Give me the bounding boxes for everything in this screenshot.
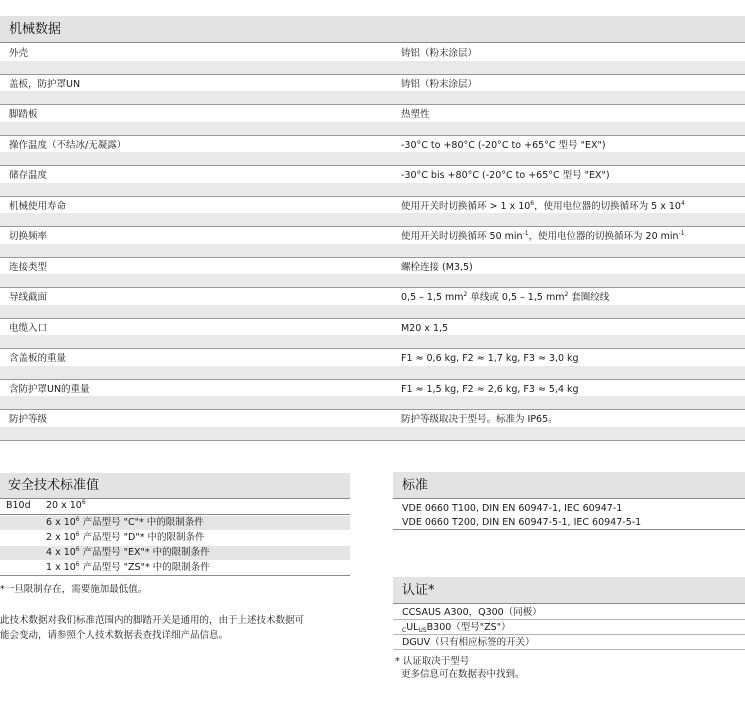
mechanical-row: [0, 227, 745, 258]
mechanical-row-value: -30°C bis +80°C (-20°C to +65°C 型号 "EX"): [401, 170, 610, 181]
b10d-row: [0, 499, 350, 515]
mechanical-row: [0, 75, 745, 106]
mechanical-row: [0, 410, 745, 441]
mechanical-row: [0, 319, 745, 350]
mechanical-row-label: 操作温度（不结冰/无凝露）: [9, 139, 127, 151]
mechanical-row-value: 螺栓连接 (M3,5): [401, 261, 473, 273]
mechanical-row-label: 切换频率: [9, 231, 48, 242]
disclaimer-line-2: 能会变动，请参照个人技术数据表查找详细产品信息。: [0, 630, 229, 641]
standard-row-2: VDE 0660 T200, DIN EN 60947-5-1, IEC 60947-5-1: [393, 516, 745, 530]
safety-restriction-row: 4 x $10^6$ 产品型号 "EX"* 中的限制条件: [0, 546, 350, 560]
b10d-label: B10d: [6, 500, 31, 511]
mechanical-row-label: 机械使用寿命: [9, 200, 67, 212]
cert-note-2: 更多信息可在数据表中找到。: [401, 669, 525, 680]
mechanical-row: [0, 380, 745, 411]
mechanical-row-value: 铸铝（粉末涂层）: [401, 78, 478, 90]
mechanical-data-title: 机械数据: [0, 16, 745, 43]
ul-mark: UL: [406, 622, 419, 633]
mechanical-data-table: [0, 44, 745, 441]
safety-footnote: *一旦限制存在，需要施加最低值。: [0, 584, 148, 595]
mechanical-row-value: 使用开关时切换循环 50 $\min^{-1}$，使用电位器的切换循环为 20 $\min^{-1}$: [401, 230, 685, 242]
row-shade: [0, 366, 745, 379]
mechanical-row: [0, 105, 745, 136]
row-shade: [0, 213, 745, 226]
cert-note-1: * 认证取决于型号: [395, 656, 470, 667]
mechanical-row-label: 脚踏板: [9, 109, 38, 120]
safety-restriction-row: 2 x $10^6$ 产品型号 "D"* 中的限制条件: [46, 531, 205, 543]
mechanical-row-value: 铸铝（粉末涂层）: [401, 48, 478, 59]
standards-title: 标准: [393, 472, 745, 499]
row-shade: [0, 122, 745, 135]
c-mark: C: [402, 627, 407, 634]
cert-row-ul: $_CUL_{US}B300$（型号"ZS"）: [393, 621, 745, 635]
mechanical-row-label: 储存温度: [9, 170, 48, 181]
row-shade: [0, 244, 745, 257]
mechanical-row: [0, 44, 745, 75]
safety-values-title: 安全技术标准值: [0, 473, 350, 499]
mechanical-row-label: 含防护罩UN的重量: [9, 383, 90, 395]
mechanical-row-value: F1 ≈ 0,6 kg, F2 ≈ 1,7 kg, F3 ≈ 3,0 kg: [401, 353, 579, 364]
mechanical-row-label: 连接类型: [9, 261, 48, 273]
row-shade: [0, 305, 745, 318]
mechanical-row: [0, 288, 745, 319]
mechanical-row-value: -30°C to +80°C (-20°C to +65°C 型号 "EX"): [401, 139, 606, 151]
standard-row-1: VDE 0660 T100, DIN EN 60947-1, IEC 60947-1: [402, 503, 623, 514]
certification-title: 认证*: [393, 577, 745, 604]
mechanical-row-label: 含盖板的重量: [9, 353, 67, 364]
cert-row-dguv: DGUV（只有相应标签的开关）: [393, 636, 745, 650]
row-shade: [0, 91, 745, 104]
row-shade: [0, 396, 745, 409]
cert-row-csa: CCSAUS A300，Q300（同极）: [393, 606, 745, 620]
row-shade: [0, 183, 745, 196]
us-mark: US: [418, 627, 427, 634]
row-shade: [0, 335, 745, 348]
mechanical-row-label: 导线截面: [9, 292, 48, 303]
mechanical-row: [0, 349, 745, 380]
safety-restriction-row: 6 x $10^6$ 产品型号 "C"* 中的限制条件: [0, 516, 350, 530]
mechanical-row-label: 外壳: [9, 48, 29, 59]
mechanical-row: [0, 136, 745, 167]
mechanical-row-value: 热塑性: [401, 109, 430, 120]
mechanical-row-value: 防护等级取决于型号。标准为 IP65。: [401, 414, 558, 425]
disclaimer-line-1: 此技术数据对我们标准范围内的脚踏开关是通用的，由于上述技术数据可: [0, 615, 305, 626]
mechanical-row-label: 电缆入口: [9, 322, 48, 334]
row-shade: [0, 274, 745, 287]
b10d-value: 20 x $10^6$: [46, 499, 86, 511]
mechanical-row-value: M20 x 1,5: [401, 322, 449, 334]
row-shade: [0, 61, 745, 74]
mechanical-row-label: 防护等级: [9, 414, 48, 425]
mechanical-row-label: 盖板，防护罩UN: [9, 78, 81, 90]
mechanical-row: [0, 258, 745, 289]
row-shade: [0, 427, 745, 440]
mechanical-row-value: 使用开关时切换循环 > 1 x $10^6$，使用电位器的切换循环为 5 x $10^4$: [401, 199, 685, 212]
mechanical-row-value: 0,5 – 1,5 $mm^2$ 单线或 0,5 – 1,5 $mm^2$ 套圈绞线: [401, 291, 610, 303]
row-shade: [0, 152, 745, 165]
mechanical-row-value: F1 ≈ 1,5 kg, F2 ≈ 2,6 kg, F3 ≈ 5,4 kg: [401, 383, 579, 395]
mechanical-row: [0, 166, 745, 197]
safety-restriction-row: 1 x $10^6$ 产品型号 "ZS"* 中的限制条件: [0, 561, 350, 576]
mechanical-row: [0, 197, 745, 228]
